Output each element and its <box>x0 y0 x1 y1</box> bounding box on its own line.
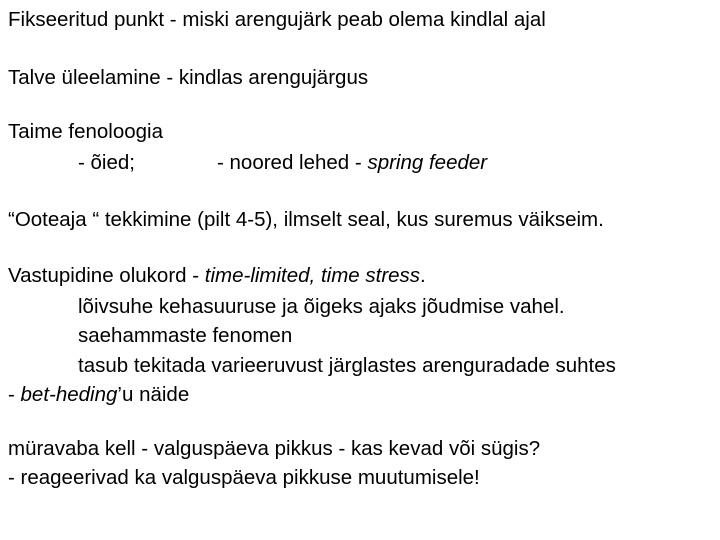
winter-survival-text: Talve üleelamine - kindlas arengujärgus <box>8 66 369 89</box>
bet-prefix: - <box>8 383 21 406</box>
waiting-period-text: “Ooteaja “ tekkimine (pilt 4-5), ilmselt seal, kus suremus väikseim. <box>8 208 604 231</box>
tradeoff-text: lõivsuhe kehasuuruse ja õigeks ajaks jõudmise vahel. <box>78 295 565 318</box>
leaves-prefix: - noored lehed - <box>217 151 368 174</box>
time-limited-terms: time-limited, time stress <box>204 264 421 287</box>
spring-feeder-term: spring feeder <box>367 151 488 174</box>
phenology-leaves-text <box>217 151 487 175</box>
fixed-point-text: Fikseeritud punkt - miski arengujärk peab olema kindlal ajal <box>8 8 546 31</box>
phenology-heading: Taime fenoloogia <box>8 120 163 143</box>
daylength-response-text: - reageerivad ka valguspäeva pikkuse muutumisele! <box>8 466 480 489</box>
bet-hedging-term: bet-heding <box>20 383 118 406</box>
sawtooth-text: saehammaste fenomen <box>78 324 293 347</box>
opposite-situation-text <box>8 264 426 288</box>
opposite-suffix: . <box>420 264 426 287</box>
bet-suffix: ’u näide <box>117 383 190 406</box>
phenology-buds-text: - õied; <box>78 151 135 174</box>
opposite-prefix: Vastupidine olukord - <box>8 264 205 287</box>
noise-free-clock-text: müravaba kell - valguspäeva pikkus - kas kevad või sügis? <box>8 437 541 460</box>
variability-text: tasub tekitada varieeruvust järglastes arenguradade suhtes <box>78 354 616 377</box>
bet-hedging-text <box>8 383 189 407</box>
